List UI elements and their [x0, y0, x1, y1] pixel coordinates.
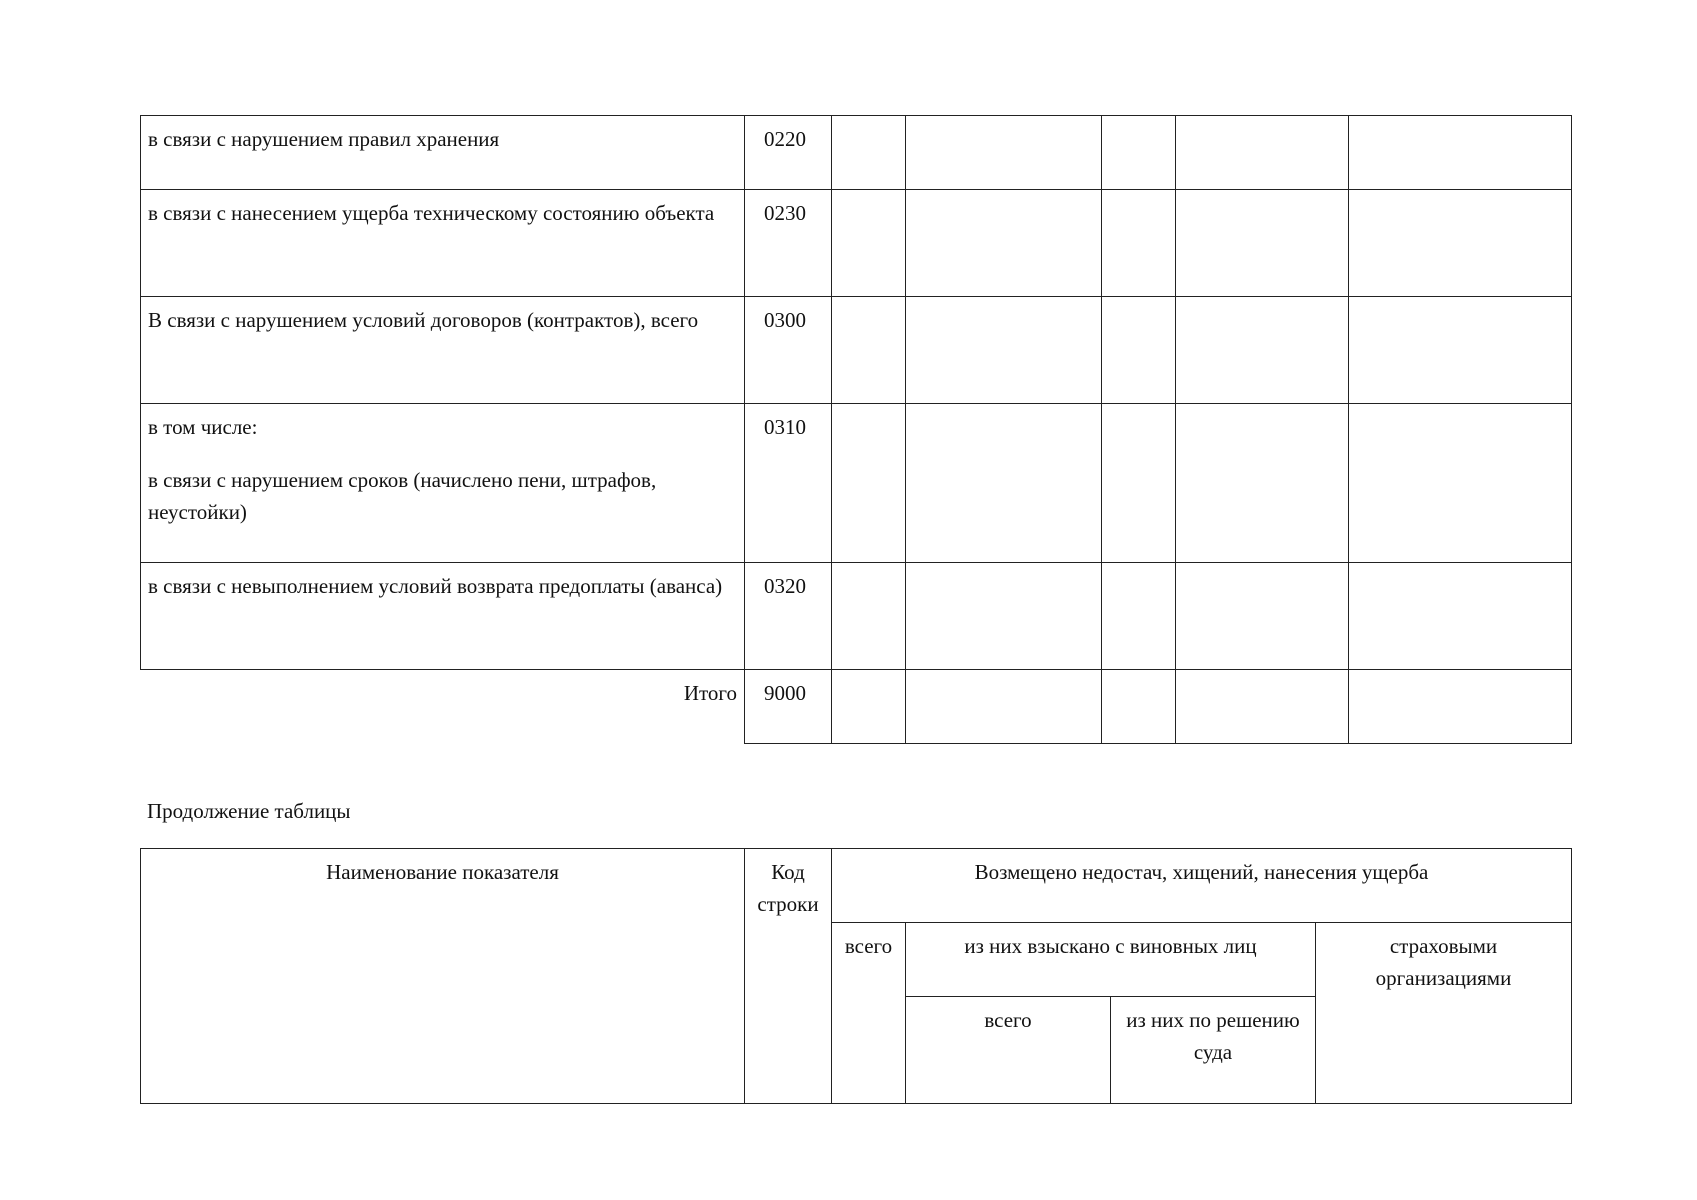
- header-row: [141, 849, 1572, 923]
- header-compensated: Возмещено недостач, хищений, нанесения ущерба: [832, 849, 1572, 923]
- continuation-table: [140, 848, 1572, 1104]
- header-by-court: из них по решению суда: [1111, 997, 1316, 1104]
- empty-cell[interactable]: [832, 563, 906, 670]
- row-code: 0320: [745, 563, 832, 670]
- empty-cell[interactable]: [906, 404, 1102, 563]
- header-insurers: страховыми организациями: [1316, 923, 1572, 1104]
- row-name: В связи с нарушением условий договоров (контрактов), всего: [141, 297, 745, 404]
- row-name: в связи с нанесением ущерба техническому состоянию объекта: [141, 190, 745, 297]
- empty-cell[interactable]: [1176, 190, 1349, 297]
- indicator-table: [140, 115, 1572, 744]
- table-row: [141, 297, 1572, 404]
- row-code: 0310: [745, 404, 832, 563]
- header-name: Наименование показателя: [141, 849, 745, 1104]
- table-row: [141, 563, 1572, 670]
- row-code: 0300: [745, 297, 832, 404]
- empty-cell[interactable]: [1349, 563, 1572, 670]
- empty-cell[interactable]: [1102, 563, 1176, 670]
- empty-cell[interactable]: [1349, 297, 1572, 404]
- empty-cell[interactable]: [1349, 116, 1572, 190]
- row-name-intro: в том числе:: [148, 415, 258, 439]
- empty-cell[interactable]: [832, 404, 906, 563]
- table-row: [141, 116, 1572, 190]
- table-row: [141, 404, 1572, 563]
- row-code: 0230: [745, 190, 832, 297]
- row-name: [141, 404, 745, 563]
- empty-cell[interactable]: [1176, 563, 1349, 670]
- empty-cell[interactable]: [1102, 404, 1176, 563]
- empty-cell[interactable]: [1176, 297, 1349, 404]
- header-culprits-total: всего: [906, 997, 1111, 1104]
- empty-cell[interactable]: [832, 116, 906, 190]
- header-total: всего: [832, 923, 906, 1104]
- empty-cell[interactable]: [1349, 670, 1572, 744]
- empty-cell[interactable]: [832, 670, 906, 744]
- empty-cell[interactable]: [906, 563, 1102, 670]
- empty-cell[interactable]: [1176, 116, 1349, 190]
- empty-cell[interactable]: [1176, 404, 1349, 563]
- empty-cell[interactable]: [906, 297, 1102, 404]
- empty-cell[interactable]: [1102, 670, 1176, 744]
- row-name: в связи с нарушением правил хранения: [141, 116, 745, 190]
- empty-cell[interactable]: [832, 190, 906, 297]
- row-code: 0220: [745, 116, 832, 190]
- table-continuation-caption: Продолжение таблицы: [147, 799, 351, 823]
- empty-cell[interactable]: [906, 670, 1102, 744]
- header-from-culprits: из них взыскано с виновных лиц: [906, 923, 1316, 997]
- total-code: 9000: [745, 670, 832, 744]
- row-name: в связи с невыполнением условий возврата предоплаты (аванса): [141, 563, 745, 670]
- empty-cell[interactable]: [906, 190, 1102, 297]
- empty-cell[interactable]: [1102, 190, 1176, 297]
- header-code: Код строки: [745, 849, 832, 1104]
- empty-cell[interactable]: [1102, 297, 1176, 404]
- total-row: [141, 670, 1572, 744]
- table-row: [141, 190, 1572, 297]
- empty-cell[interactable]: [1102, 116, 1176, 190]
- total-label: Итого: [141, 670, 745, 744]
- empty-cell[interactable]: [1349, 190, 1572, 297]
- empty-cell[interactable]: [1349, 404, 1572, 563]
- row-name-detail: в связи с нарушением сроков (начислено пени, штрафов, неустойки): [148, 468, 657, 524]
- empty-cell[interactable]: [906, 116, 1102, 190]
- empty-cell[interactable]: [1176, 670, 1349, 744]
- empty-cell[interactable]: [832, 297, 906, 404]
